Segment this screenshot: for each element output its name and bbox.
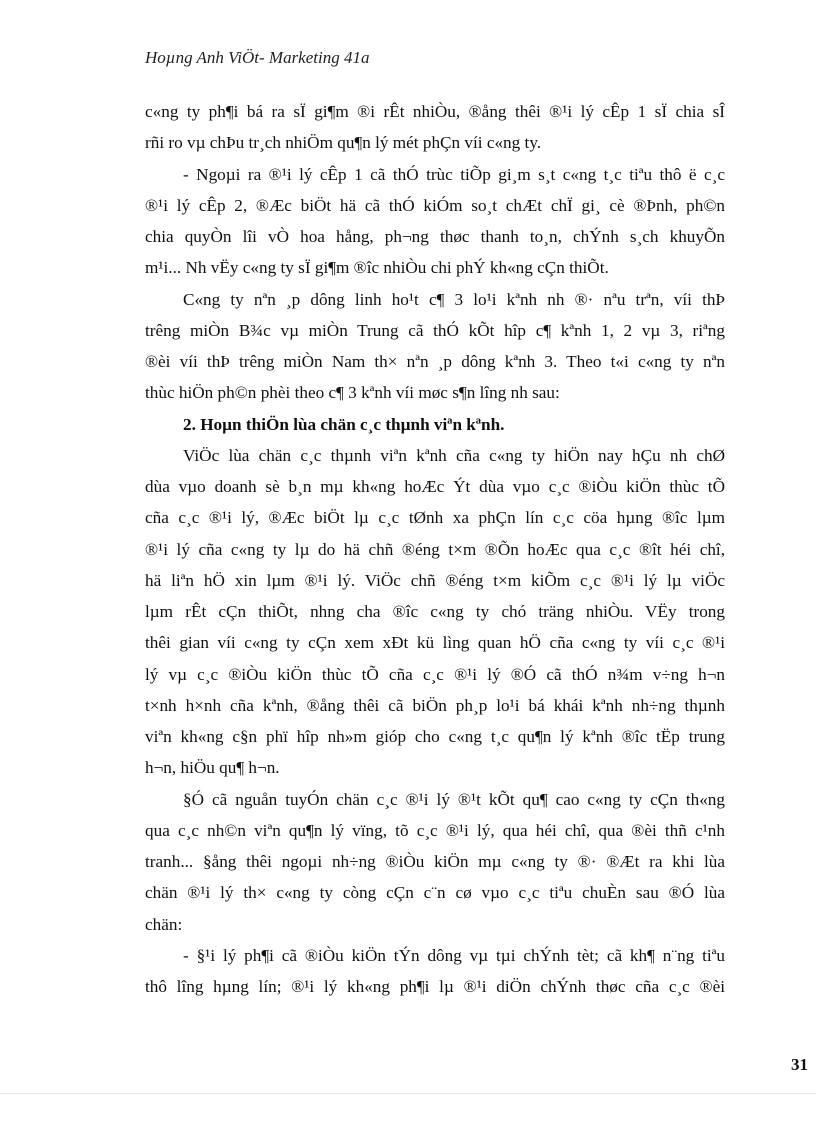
page-number: 31 [791, 1055, 808, 1074]
text-line: thô lîng hµng lín; ®¹i lý kh«ng ph¶i lµ ®¹i diÖn chÝnh thøc cña c¸c ®èi [145, 977, 725, 996]
text-line: thùc hiÖn ph©n phèi theo c¶ 3 kªnh víi møc s¶n lîng nh sau: [145, 383, 560, 403]
text-line: thêi gian víi c«ng ty cÇn xem xÐt kü lìng quan hÖ cña c«ng ty víi c¸c ®¹i [145, 633, 725, 653]
body-text [145, 96, 725, 1002]
text-line: hä liªn hÖ xin lµm ®¹i lý. ViÖc chñ ®éng t×m kiÕm c¸c ®¹i lý lµ viÖc [145, 570, 725, 590]
text-line: trêng miÒn B¾c vµ miÒn Trung cã thÓ kÕt hîp c¶ kªnh 1, 2 vµ 3, riªng [145, 320, 725, 340]
text-line: viªn kh«ng c§n phï hîp nh»m gióp cho c«ng t¸c qu¶n lý kªnh ®îc tËp trung [145, 727, 725, 746]
text-line: tranh... §ång thêi ngoµi nh÷ng ®iÒu kiÖn mµ c«ng ty ®· ®Æt ra khi lùa [145, 852, 725, 871]
footer-divider [0, 1093, 816, 1094]
section-heading: 2. Hoµn thiÖn lùa chän c¸c thµnh viªn kªnh. [183, 414, 505, 434]
text-line: c«ng ty ph¶i bá ra sÏ gi¶m ®i rÊt nhiÒu, ®ång thêi ®¹i lý cÊp 1 sÏ chia sÎ [145, 102, 725, 121]
text-line: lµm rÊt cÇn thiÕt, nhng cha ®îc c«ng ty chó träng nhiÒu. VËy trong [145, 602, 725, 621]
text-line: lý vµ c¸c ®iÒu kiÖn thùc tÕ cña c¸c ®¹i lý ®Ó cã thÓ n¾m v÷ng h¬n [145, 664, 725, 684]
text-line: qua c¸c nh©n viªn qu¶n lý vïng, tõ c¸c ®¹i lý, qua héi chî, qua ®èi thñ c¹nh [145, 820, 725, 840]
text-line: dùa vµo doanh sè b¸n mµ kh«ng hoÆc Ýt dùa vµo c¸c ®iÒu kiÖn thùc tÕ [145, 477, 725, 496]
text-line: ®èi víi thÞ trêng miÒn Nam th× nªn ¸p dông kªnh 3. Theo t«i c«ng ty nªn [145, 352, 725, 371]
text-line: cña c¸c ®¹i lý, ®Æc biÖt lµ c¸c tØnh xa phÇn lín c¸c cöa hµng ®îc lµm [145, 508, 725, 528]
text-line: ViÖc lùa chän c¸c thµnh viªn kªnh cña c«ng ty hiÖn nay hÇu nh chØ [183, 445, 725, 465]
text-line: - §¹i lý ph¶i cã ®iÒu kiÖn tÝn dông vµ tµi chÝnh tèt; cã kh¶ n¨ng tiªu [183, 945, 725, 965]
text-line: rñi ro vµ chÞu tr¸ch nhiÖm qu¶n lý mét phÇn víi c«ng ty. [145, 133, 542, 153]
text-line: ®¹i lý cña c«ng ty lµ do hä chñ ®éng t×m ®Õn hoÆc qua c¸c ®ît héi chî, [145, 539, 725, 559]
text-line: §Ó cã nguån tuyÓn chän c¸c ®¹i lý ®¹t kÕt qu¶ cao c«ng ty cÇn th«ng [183, 789, 725, 809]
text-line: chän: [145, 914, 183, 934]
text-line: chia quyÒn lîi vÒ hoa hång, ph¬ng thøc thanh to¸n, chÝnh s¸ch khuyÕn [145, 227, 725, 246]
text-line: C«ng ty nªn ¸p dông linh ho¹t c¶ 3 lo¹i kªnh nh ®· nªu trªn, víi thÞ [183, 289, 725, 309]
text-line: chän ®¹i lý th× c«ng ty còng cÇn c¨n cø vµo c¸c tiªu chuÈn sau ®Ó lùa [145, 883, 725, 903]
text-line: m¹i... Nh vËy c«ng ty sÏ gi¶m ®îc nhiÒu chi phÝ kh«ng cÇn thiÕt. [145, 258, 609, 278]
running-header: Hoµng Anh ViÖt- Marketing 41a [145, 48, 370, 67]
text-line: ®¹i lý cÊp 2, ®Æc biÖt hä cã thÓ kiÓm so¸t chÆt chÏ gi¸ cè ®Þnh, ph©n [145, 195, 725, 215]
text-line: t×nh h×nh cña kªnh, ®ång thêi cã biÖn ph¸p lo¹i bá khái kªnh nh÷ng thµnh [145, 695, 725, 715]
text-line: - Ngoµi ra ®¹i lý cÊp 1 cã thÓ trùc tiÕp gi¸m s¸t c«ng t¸c tiªu thô ë c¸c [183, 164, 725, 184]
text-line: h¬n, hiÖu qu¶ h¬n. [145, 758, 280, 778]
